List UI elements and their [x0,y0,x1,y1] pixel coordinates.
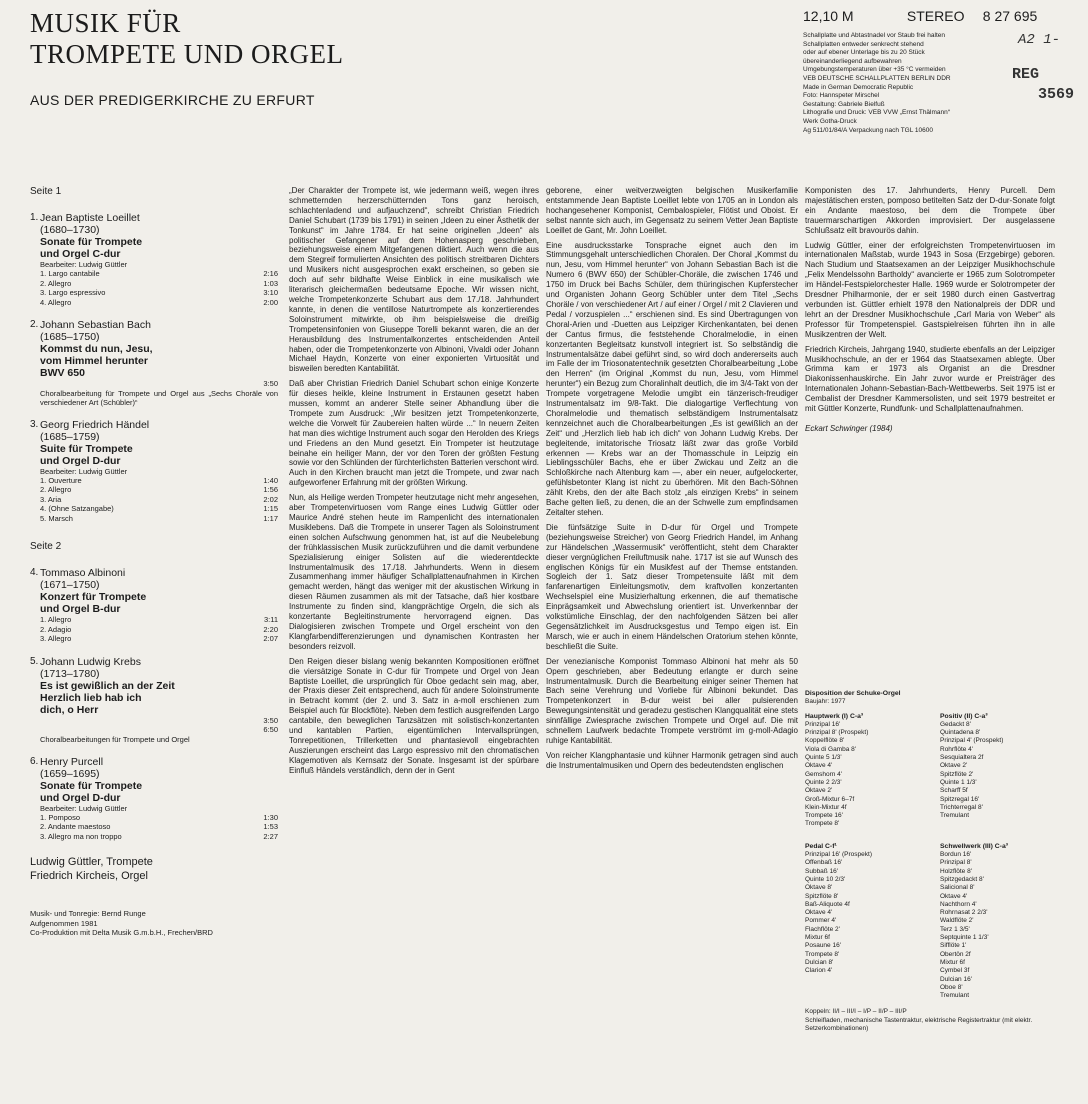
organ-stop: Prinzipal 16' (Prospekt) [805,851,872,859]
paragraph: Friedrich Kircheis, Jahrgang 1940, studierte ebenfalls an der Leipziger Musikhochschule, an der er 1964 das Staatsexamen ablegte. Über Grimma kam er 1973 als Organist an die Dresdner Diakonissenhauskirche. Ein Jahr zuvor wurde er Preisträger des Internationalen Johann-Sebastian-Bach-Wettbewerbs. Seit 1975 ist er Cembalist der Dresdner Kammersolisten, und seit 1979 bestreitet er mit Güttler Konzerte, Rundfunk- und Schallplattenaufnahmen. [805,344,1055,414]
work-title: dich, o Herr [40,703,99,716]
organ-stop: Gedackt 8' [940,720,971,728]
fineprint-line: Lithografie und Druck: VEB VVW „Ernst Thälmann“ [803,109,950,117]
work-title: und Orgel D-dur [40,454,121,467]
organ-stop: Tremulant [940,992,970,1000]
liner-notes-col-4 [805,186,1055,434]
organ-stop: Subbaß 16' [805,867,839,875]
paragraph: Den Reigen dieser bislang wenig bekannten Kompositionen eröffnet die viersätzige Sonate in C-dur für Trompete und Orgel von Jean Baptiste Loeillet, die ursprünglich für Oboe gedacht sein mag, aber, der Praxis dieser Zeit entsprechend, auch für andere Soloinstrumente in Betracht kommt (der 2. und 3. Satz in a-moll erschienen zum Beispiel auch für Blockflöte). Neben dem festlich ausgreifenden Largo cantabile, den beweglichen Tanzsätzen mit solistisch-konzertanten und kantablen Partien, eigentümlichen Intervallsprüngen, Tonrepetitionen, Trillerketten und phantasievoll eingebrachten Auszierungen erscheint das Largo espressivo mit den chromatischen Klagemotiven als Kernsatz der Sonate. Insgesamt ist der spürbare Einfluß Händels verständlich, denn der in Gent [289,656,539,775]
movement: 1. Pomposo 1:30 [40,812,278,822]
organ-stop: Nachthorn 4' [940,900,977,908]
fineprint-line: Made in German Democratic Republic [803,83,914,91]
organ-stop: Posaune 16' [805,942,841,950]
composer-dates: (1685–1750) [40,331,100,343]
composer-dates: (1680–1730) [40,224,100,236]
fineprint-line: Ag 511/01/84/A Verpackung nach TGL 10600 [803,126,933,134]
paragraph: „Der Charakter der Trompete ist, wie jedermann weiß, wegen ihres schmetternden herzerschütternden Tons ganz heroisch, schlachtenladend und aufjauchzend“, schreibt Christian Friedrich Daniel Schubart (1739 bis 1791) in seinen „Ideen zu einer Ästhetik der Tonkunst“ im Jahre 1784. Er hat seine originellen „Ideen“ als politischer Gefangener auf dem Hohenasperg geschrieben, beziehungsweise einem Mitgefangenen diktiert. Auch wenn die aus dem Stegreif formulierten Ansichten des politisch streitbaren Dichters und Musikers nicht ausgesprochen exakt erscheinen, so geben sie doch auf sehr bildhafte Weise Einblick in eine musikalisch wie literarisch gleichermaßen bedeutsame Epoche. Wir wissen nicht, welche Trompetenkonzerte Schubart aus dem 17./18. Jahrhundert kannte, in denen die ventillose Naturtrompete als konzertierendes Soloinstrument mitwirkte, ob ihm beispielsweise die dreißig Trompetensinfonien von Giuseppe Torelli bekannt waren, die an der Herausbildung des Instrumentalkonzertes entscheidenden Anteil haben, oder die Trompetenkonzerte von Albinoni, Vivaldi oder Johann Michael Haydn, Konzerte von einer exponierten Virtuosität und bisweilen beredten Kantabilität. [289,186,539,374]
organ-stop: Spitzflöte 8' [805,892,839,900]
organ-stop: Prinzipal 4' (Prospekt) [940,737,1004,745]
paragraph: Nun, als Heilige werden Trompeter heutzutage nicht mehr angesehen, aber Trompetenvirtuosen vom Range eines Ludwig Güttler oder Maurice André stehen heute im Rampenlicht des internationalen Musiklebens. Daß die Trompete in unserer Tagen als Soloinstrument einen solchen Aufschwung genommen hat, ist auf die Neubelebung der frühklassischen Musik zurückzuführen und die damit verbundene Spezialisierung einiger Solisten auf die wiederentdeckte Instrumentalmusik des 17./18. Jahrhunderts. Wenn in diesem Zusammenhang immer häufiger Schallplattenaufnahmen in Kirchen gemacht werden, hängt das weniger mit der akustischen Wirkung in diesen Räumen zusammen als mit der Tatsache, daß hier kostbare Instrumente zu finden sind, klangprächtige Orgeln, die sich als konzertante Begleitinstrumente hervorragend eignen. Das Dialogisieren zwischen Trompete und Orgel erscheint von den Klangfarbendifferenzierungen und dynamischen Kontrasten her besonders reizvoll. [289,493,539,651]
movement: 2. Andante maestoso 1:53 [40,822,278,831]
organ-stop: Spitzflöte 2' [940,770,974,778]
paragraph: Der venezianische Komponist Tommaso Albinoni hat mehr als 50 Opern geschrieben, aber Bedeutung erlangte er durch seine Instrumentalmusik. Durch die Bearbeitung einiger seiner Themen hat Bach seine Verehrung und Vorliebe für Albinoni bekundet. Das Trompetenkonzert in B-dur weist bei aller pulsierenden Bewegungsintensität und geradezu gestischen Klangqualität eine stets sinnfällige Zwiesprache zwischen Trompete und Orgel auf. Die mit schnellem Laufwerk bedachte Trompete verströmt im g-moll-Adagio ruhige Kantabilität. [546,656,798,745]
album-subtitle: AUS DER PREDIGERKIRCHE ZU ERFURT [30,92,315,108]
track-work [30,319,278,407]
work-title: BWV 650 [40,367,85,379]
organ-stop: Scharff 5f [940,787,968,795]
reg-number-stamp: 3569 [1038,86,1075,103]
composer-dates: (1659–1695) [40,767,100,780]
catalog-line [803,8,1073,24]
track-work [30,419,278,524]
movement: 1. Largo cantabile 2:16 [40,269,278,278]
composer-dates: (1713–1780) [40,667,100,680]
fineprint-line: Foto: Hannspeter Mirschel [803,92,880,100]
credits: Musik- und Tonregie: Bernd Runge Aufgenommen 1981 Co-Produktion mit Delta Musik G.m.b.H., Frechen/BRD [30,909,213,937]
movement: 3:50 [263,379,278,388]
paragraph: Ludwig Güttler, einer der erfolgreichsten Trompetenvirtuosen im internationalen Maßstab, wurde 1943 in Sosa (Erzgebirge) geboren. Nach Studium und Staatsexamen an der Leipziger Musikhochschule „Felix Mendelssohn Bartholdy“ avancierte er 1965 zum Solotrompeter im Händel-Festspielorchester Halle. 1969 wurde er Solotrompeter der Dresdner Philharmonie, der er seit 1980 durch einen Gastvertrag verbunden ist. Güttler erhielt 1978 den Nationalpreis der DDR und lehrt an der Dresdner Musikhochschule „Carl Maria von Weber“ als Professor für Trompetenspiel. Gastspielreisen führten ihn in alle Musikzentren der Welt. [805,240,1055,339]
work-number: 5. [30,655,39,667]
composer: Tommaso Albinoni [40,567,126,579]
organ-mechanics: Schleifladen, mechanische Tastentraktur, elektrische Registertraktur (mit elektr. Setzerkombinationen) [805,1016,1033,1032]
movement: 1. Ouverture 1:40 [40,475,278,485]
work-title: vom Himmel herunter [40,355,148,367]
paragraph: Von reicher Klangphantasie und kühner Harmonik getragen sind auch die Instrumentalmusiken und Opern des bedeutendsten englischen [546,750,798,770]
movement: 3. Aria 2:02 [40,494,278,504]
organ-stop: Terz 1 3/5' [940,925,970,933]
composer: Georg Friedrich Händel [40,418,150,431]
liner-notes-col-3 [546,186,798,776]
organ-stop: Septquinte 1 1/3' [940,934,989,942]
track-work [30,656,278,744]
organ-stop: Dulcian 16' [940,975,972,983]
arranger: Bearbeiter: Ludwig Güttler [40,466,128,476]
organ-stop: Trichterregal 8' [940,803,983,811]
organ-stop: Offenbaß 16' [805,859,843,867]
organ-stop: Quintadena 8' [940,729,981,737]
fineprint-line: Schallplatte und Abtastnadel vor Staub frei halten [803,32,946,39]
organ-stop: Groß-Mixtur 6–7f [805,795,855,803]
organ-disposition [805,690,1065,1033]
schwellwerk-title: Schwellwerk (III) C-a³ [940,842,1008,850]
work-title: und Orgel D-dur [40,791,121,804]
work-title: Kommst du nun, Jesu, [40,343,153,355]
organ-stop: Trompete 8' [805,820,840,828]
movement: 4. Allegro 2:00 [40,297,278,307]
organ-stop: Quinte 5 1/3' [805,754,842,762]
organ-stop: Waldflöte 2' [940,917,974,925]
work-number: 6. [30,755,39,767]
album-title: MUSIK FÜR TROMPETE UND ORGEL [30,8,344,69]
organ-stop: Oktave 8' [805,884,833,892]
organ-stop: Clarion 4' [805,967,833,975]
organ-title: Disposition der Schuke-Orgel [805,690,901,697]
author-signature: Eckart Schwinger (1984) [805,423,893,433]
work-title: Suite für Trompete [40,442,133,455]
track-work [30,567,278,644]
handwritten-stamp: A2 1- [1018,32,1061,48]
organ-stop: Baß-Aliquote 4f [805,900,850,908]
organ-stop: Prinzipal 8' [940,859,972,867]
movement: 4. (Ohne Satzangabe) 1:15 [40,504,278,513]
side-1-label: Seite 1 [30,186,62,197]
organ-stop: Flachflöte 2' [805,925,840,933]
side-2-label: Seite 2 [30,541,62,552]
organ-built: Baujahr: 1977 [805,698,846,706]
work-title: Sonate für Trompete [40,779,143,792]
organ-stop: Sifflöte 1' [940,942,967,950]
organ-stop: Pommer 4' [805,917,837,925]
organ-stop: Oboe 8' [940,983,963,991]
organ-stop: Bordun 16' [940,851,972,859]
composer-dates: (1685–1759) [40,430,100,443]
fineprint-line: Umgebungstemperaturen über +35 °C vermeiden [803,66,946,74]
composer: Henry Purcell [40,755,104,768]
organ-stop: Spitzregal 16' [940,795,980,803]
movement: 3. Allegro ma non troppo 2:27 [40,831,278,841]
paragraph: geborene, einer weitverzweigten belgischen Musikerfamilie entstammende Jean Baptiste Loeillet lebte von 1705 an in London als hochangesehener Komponist, Cembalospieler, Flötist und Oboist. Er selbst nannte sich auch, im Gegensatz zu seinem Vetter Jean Baptiste Loeillet de Gant, Mr. John Loeillet. [546,186,798,235]
fineprint-line: oder auf ebener Unterlage bis zu 20 Stück [803,49,925,57]
track-work [30,212,278,307]
composer: Johann Ludwig Krebs [40,655,141,668]
track-work [30,756,278,842]
organ-stop: Prinzipal 8' (Prospekt) [805,729,869,737]
movement: 1. Allegro 3:11 [40,615,278,624]
composer: Jean Baptiste Loeillet [40,212,140,224]
organ-stop: Dulcian 8' [805,958,834,966]
work-title: und Orgel B-dur [40,603,121,615]
arranger: Bearbeiter: Ludwig Güttler [40,803,128,813]
organ-coupling: Koppeln: II/I – III/I – I/P – II/P – III/P [805,1008,907,1016]
movement: 2. Allegro 1:56 [40,485,278,494]
arranger: Bearbeiter: Ludwig Güttler [40,260,128,269]
catalog-number: 8 27 695 [982,8,1038,24]
fineprint-line: VEB DEUTSCHE SCHALLPLATTEN BERLIN DDR [803,74,951,82]
organ-stop: Oktave 4' [940,892,968,900]
organ-stop: Oktave 4' [805,909,833,917]
work-title: Herzlich lieb hab ich [40,691,142,704]
format: STEREO [906,8,965,24]
work-number: 1. [30,212,39,223]
organ-stop: Viola di Gamba 8' [805,745,856,753]
paragraph: Komponisten des 17. Jahrhunderts, Henry Purcell. Dem majestätischen ersten, pomposo betitelten Satz der D-dur-Sonate folgt ein Andante maestoso, bei dem die Trompete über trauermarschartigen Akkorden improvisiert. Der ausgelassene Schlußsatz eilt bravourös dahin. [805,186,1055,235]
organ-stop: Rohrnasat 2 2/3' [940,909,988,917]
organ-stop: Salicional 8' [940,884,975,892]
paragraph: Eine ausdrucksstarke Tonsprache eignet auch den im Stimmungsgehalt unterschiedlichen Choralen. Der Choral „Kommst du nun, Jesu, vom Himmel herunter“ von Johann Sebastian Bach ist die Numero 6 (BWV 650) der Schübler-Choräle, die zwischen 1746 und 1750 im Druck bei Bachs Schüler, dem thüringischen Kupferstecher und Organisten Johann Georg Schübler unter dem Titel „Sechs Choräle / von verschiedener Art / auf einer / Orgel / mit 2 Clavieren und Pedal / vorzuspielen ...“ erschienen sind. Es sind Übertragungen von Choral-Arien und -Duetten aus Leipziger Kirchenkantaten, bei denen der Cantus firmus, die feststehende Choralmelodie, in einen konzertanten Begleitsatz kunstvoll integriert ist. So selbständig die Instrumentalsätze dabei geführt sind, so wird doch andererseits auch im Falle der im Triosonatentechnik gesetzten Choralbearbeitung „Lobe den Herren“ (im Original „Kommst du nun, Jesu, vom Himmel herunter“) ein Bezug zum Choralinhalt deutlich, die im 3/4-Takt von der Trompete vorgetragene Melodie umgibt ein tänzerisch-freudiger Instrumentalsatz im 9/8-Takt. Die dialogartige Verflechtung von Choralmelodie und thematisch selbständigem Instrumentalsatz kennzeichnet auch die Choralbearbeitungen „Es ist gewißlich an der Zeit“ und „Herzlich lieb hab ich dich“ von Johann Ludwig Krebs. Der begleitende, imitatorische Triosatz läßt zwar das große Vorbild erkennen — Krebs war an der Thomasschule in Leipzig ein Lieblingsschüler Bachs, ehe er über Zwickau und Zeitz an die Schloßkirche nach Altenburg kam —, aber ein neuer, aufgelockerter, gefühlsbetonter Klang ist nicht zu überhören. Mit den Bach-Söhnen zählt Krebs, den der alte Bach stolz „als einzigen Krebs“ in seinem Bache gelten ließ, zu denen, die an der Schwelle zum empfindsamen Zeitalter stehen. [546,240,798,517]
fineprint-line: Werk Gotha-Druck [803,117,857,125]
organ-stop: Oktave 2' [805,787,833,795]
liner-notes-col-2 [289,186,539,781]
work-title: Es ist gewißlich an der Zeit [40,679,175,692]
organ-stop: Prinzipal 16' [805,720,841,728]
pedal-title: Pedal C-f¹ [805,842,837,850]
organ-stop: Oktave 4' [805,762,833,770]
organ-stop: Quinte 1 1/3' [940,778,977,786]
work-number: 4. [30,567,39,578]
organ-stop: Holzflöte 8' [940,867,972,875]
fineprint-line: Gestaltung: Gabriele Bielfuß [803,100,885,108]
work-note: Choralbearbeitung für Trompete und Orgel aus „Sechs Choräle von verschiedener Art (Schübler)“ [40,388,278,407]
movement: 3:50 [263,715,278,725]
organ-stop: Mixtur 6f [940,958,965,966]
organ-stop: Oktave 2' [940,762,968,770]
movement: 5. Marsch 1:17 [40,513,278,523]
organ-stop: Trompete 16' [805,812,843,820]
tracklist [30,186,278,938]
price: 12,10 M [803,8,854,24]
organ-stop: Quinte 2 2/3' [805,778,842,786]
work-number: 2. [30,319,39,330]
work-note: Choralbearbeitungen für Trompete und Orgel [40,734,190,744]
organ-stop: Cymbel 3f [940,967,970,975]
work-number: 3. [30,418,39,430]
fineprint-line: Schallplatten entweder senkrecht stehend [803,40,924,48]
work-title: Sonate für Trompete [40,236,143,248]
organ-stop: Mixtur 6f [805,934,830,942]
organ-stop: Rohrflöte 4' [940,745,974,753]
fineprint-line: übereinanderliegend aufbewahren [803,57,902,65]
performers: Ludwig Güttler, Trompete Friedrich Kircheis, Orgel [30,856,153,882]
organ-stop: Spitzgedackt 8' [940,875,984,883]
composer-dates: (1671–1750) [40,579,100,591]
organ-stop: Quinte 10 2/3' [805,875,846,883]
movement: 3. Allegro 2:07 [40,634,278,643]
fineprint [803,32,988,135]
movement: 2. Allegro 1:03 [40,278,278,288]
organ-stop: Koppelflöte 8' [805,737,845,745]
reg-stamp: REG [1012,66,1040,83]
work-title: und Orgel C-dur [40,248,121,260]
movement: 6:50 [263,725,278,734]
paragraph: Daß aber Christian Friedrich Daniel Schubart schon einige Konzerte für dieses heikle, kleine Instrument in Erstaunen gesetzt haben mussen, kommt an anderer Stelle seiner Abhandlung über die Trompete zum Ausdruck: „Wir besitzen jetzt Trompetenkonzerte, welche die Vorwelt für Zaubereien halten würde ...“ In neuern Zeiten hat man dies wichtige Instrument auch sogar den Herolden des Kriegs und Friedens an den Mund gesetzt. Ein Trompeter ist heutzutage beinahe ein heiliger Mann, der vor den Toren der größten Festung sowie vor den Schlünden der fürchterlichsten Batterien verschont wird. Auch in den Kirchen braucht man jetzt die Trompete, und zwar nach aufgeworfener Erfahrung mit der größten Wirkung. [289,379,539,488]
movement: 2. Adagio 2:20 [40,624,278,634]
organ-stop: Klein-Mixtur 4f [805,803,847,811]
organ-stop: Tremulant [940,812,970,820]
organ-stop: Trompete 8' [805,950,840,958]
movement: 3. Largo espressivo 3:10 [40,288,278,297]
work-title: Konzert für Trompete [40,591,147,603]
positiv-title: Positiv (II) C-a³ [940,712,988,720]
organ-stop: Gemshorn 4' [805,770,843,778]
organ-stop: Sesquialtera 2f [940,754,984,762]
composer: Johann Sebastian Bach [40,319,151,331]
paragraph: Die fünfsätzige Suite in D-dur für Orgel und Trompete (beziehungsweise Streicher) von Georg Friedrich Handel, im Anhang zur Händelschen „Wassermusik“ veröffentlicht, steht dem Charakter dieser vergnüglichen Freiluftmusik nahe. 1717 ist sie auf Wunsch des englischen Königs für ein Musikfest auf der Themse entstanden. Sogleich der 1. Satz dieser Trompetensuite läßt mit dem fanfarenartigen Einleitungsmotiv, dem kraftvollen konzertanten Wechselspiel eine Musizierhaltung erkennen, die auf thematische Einprägsamkeit und Abwechslung orientiert ist. Unverkennbar der volkstümliche Einschlag, der den nachfolgenden Sätzen bei aller Gegensätzlichkeit im Ausdrucksgestus und Tempo eigen ist. Ein Marsch, wie er auch in einem Händelschen Oratorium stehen könnte, beschließt die Suite. [546,522,798,651]
hauptwerk-title: Hauptwerk (I) C-a³ [805,712,864,720]
organ-stop: Obertön 2f [940,950,971,958]
